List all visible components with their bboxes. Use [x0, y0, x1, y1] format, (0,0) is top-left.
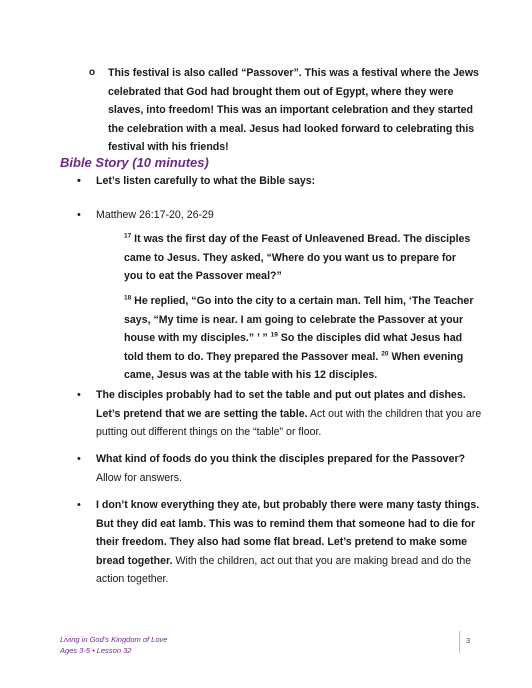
footer-lesson-info: Ages 3-5 • Lesson 32 [60, 646, 132, 655]
verse-number: 18 [124, 294, 132, 302]
verse-text: So the disciples did what Jesus had told them to do. They prepared the Passover meal. [124, 332, 463, 363]
verse-number: 20 [381, 349, 389, 357]
bullet-icon: • [77, 453, 81, 465]
scripture-passage-2 [124, 292, 474, 385]
list-item-reference [77, 206, 482, 225]
list-item-set-table [77, 386, 482, 442]
footer-series-title: Living in God’s Kingdom of Love [60, 635, 168, 644]
verse-text: It was the first day of the Feast of Unleavened Bread. The disciples came to Jesus. They asked, “Where do you want us to prepare for you to eat the Passover meal?” [124, 233, 471, 282]
verse-number: 17 [124, 232, 132, 240]
list-item-listen [77, 172, 482, 191]
lamb-bread-note: With the children, act out that you are making bread and do the action together. [96, 554, 472, 585]
footer-divider [459, 631, 460, 653]
section-heading: Bible Story (10 minutes) [60, 155, 209, 170]
list-item-lamb-bread [77, 496, 482, 589]
list-item-foods [77, 450, 482, 487]
scripture-reference: Matthew 26:17-20, 26-29 [96, 209, 214, 221]
circle-bullet-icon: o [89, 67, 96, 78]
bullet-icon: • [77, 175, 81, 187]
foods-question: What kind of foods do you think the disciples prepared for the Passover? [96, 453, 466, 465]
scripture-passage-1 [124, 230, 474, 286]
set-table-note: Act out with the children that you are putting out different things on the “table” or floor. [96, 407, 482, 438]
bullet-icon: • [77, 389, 81, 401]
foods-note: Allow for answers. [96, 471, 182, 484]
page-footer [60, 634, 167, 656]
intro-paragraph [89, 64, 488, 157]
verse-text: When evening came, Jesus was at the table with his 12 disciples. [124, 350, 464, 381]
page-number: 3 [466, 636, 471, 645]
lamb-bread-instruction: I don’t know everything they ate, but probably there were many tasty things. But they did eat lamb. This was to remind them that someone had to die for their freedom. They also had some flat bread. Let’s pretend to make some bread together. [96, 499, 480, 567]
intro-text: This festival is also called “Passover”. This was a festival where the Jews celebrated that God had brought them out of Egypt, where they were slaves, into freedom! This was an important celebration and they started the celebration with a meal. Jesus had looked forward to celebrating this festival with his friends! [108, 67, 479, 153]
listen-text: Let’s listen carefully to what the Bible says: [96, 175, 316, 187]
bullet-icon: • [77, 499, 81, 511]
verse-text: He replied, “Go into the city to a certain man. Tell him, ‘The Teacher says, “My time is near. I am going to celebrate the Passover at your house with my disciples.” ’ ” [124, 295, 474, 344]
set-table-instruction: The disciples probably had to set the table and put out plates and dishes. Let’s pretend that we are setting the table. [96, 389, 466, 420]
verse-number: 19 [270, 331, 278, 339]
bullet-icon: • [77, 209, 81, 221]
